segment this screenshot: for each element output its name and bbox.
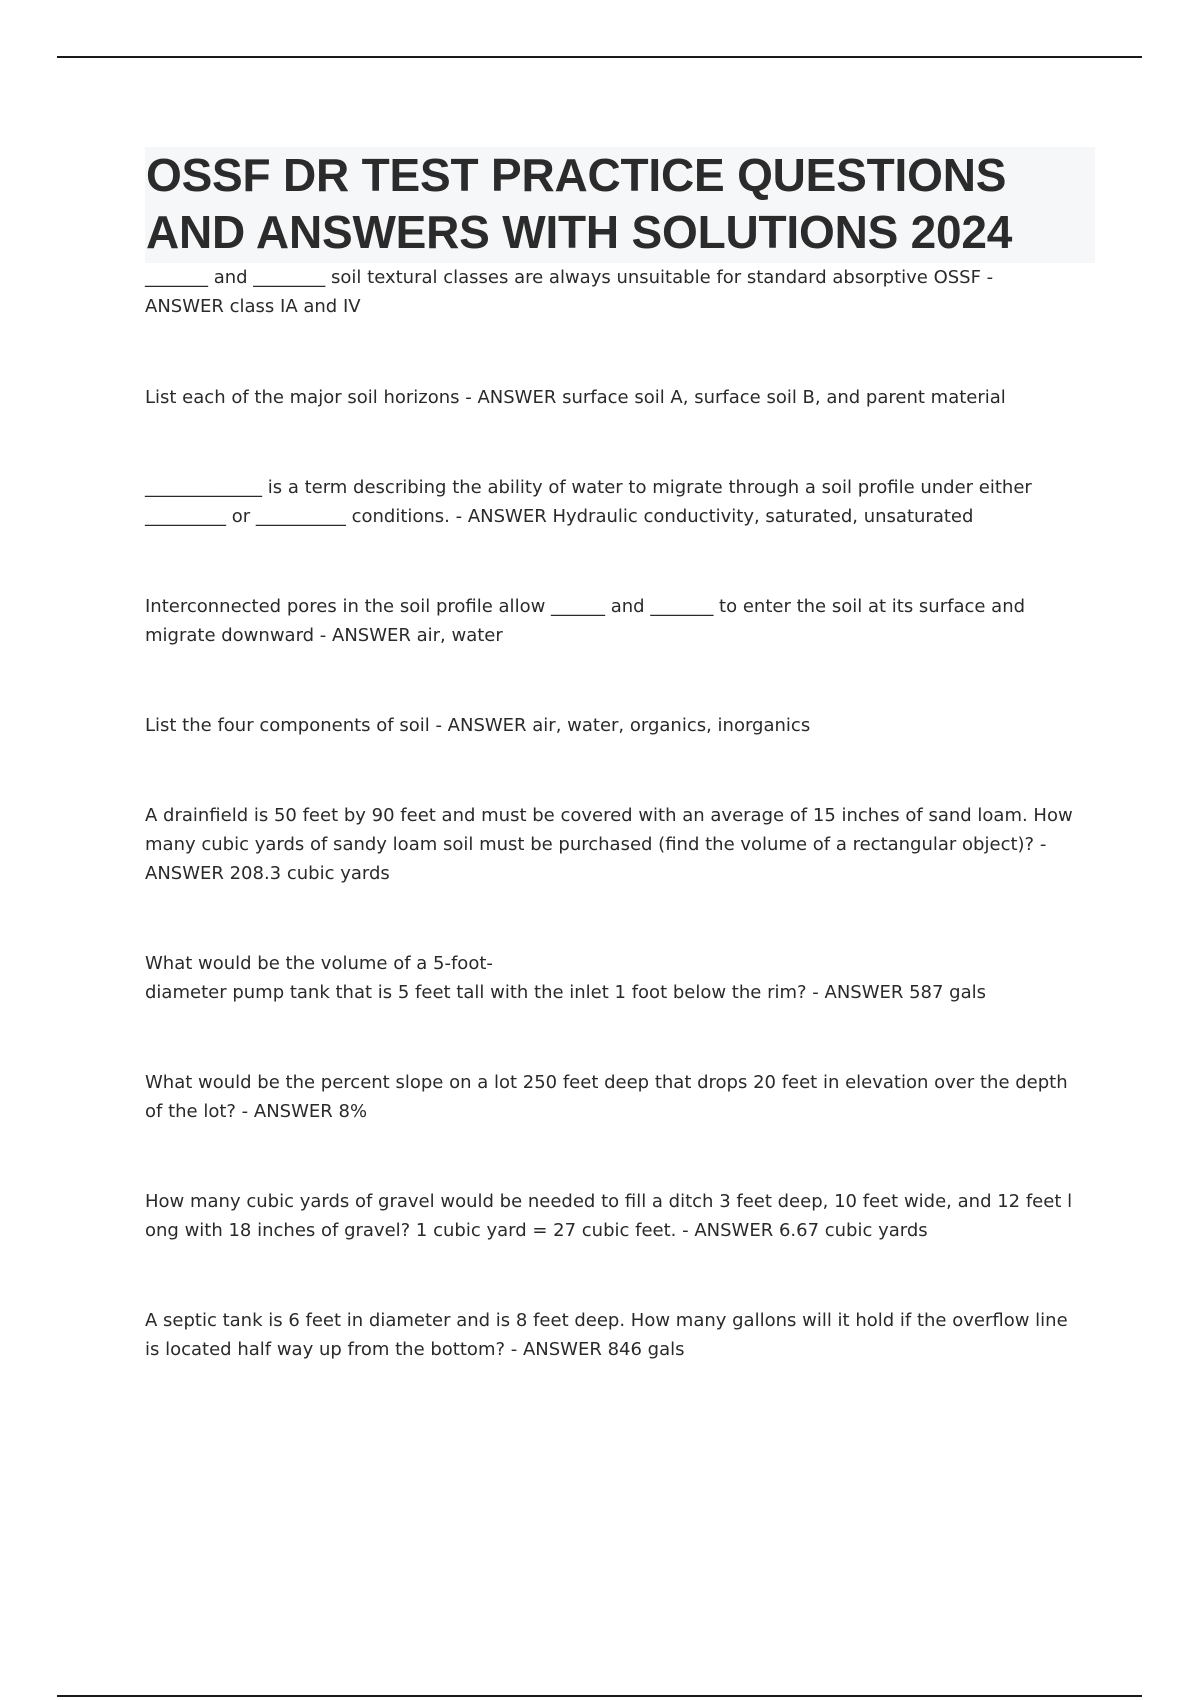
qa-item-8: What would be the percent slope on a lot 250 feet deep that drops 20 feet in elevation over the depth of the lot? - ANSWER 8% xyxy=(145,1072,1068,1122)
document-body xyxy=(145,147,1095,1364)
qa-item-5: List the four components of soil - ANSWER air, water, organics, inorganics xyxy=(145,715,811,736)
qa-item-2: List each of the major soil horizons - ANSWER surface soil A, surface soil B, and parent material xyxy=(145,387,1006,408)
title-line-2: AND ANSWERS WITH SOLUTIONS 2024 xyxy=(146,206,1013,258)
qa-item-9: How many cubic yards of gravel would be needed to fill a ditch 3 feet deep, 10 feet wide, and 12 feet l ong with 18 inches of gravel? 1 cubic yard = 27 cubic feet. - ANSWER 6.67 cubic yards xyxy=(145,1191,1073,1241)
qa-item-4: Interconnected pores in the soil profile allow ______ and _______ to enter the soil at its surface and migrate downward - ANSWER air, water xyxy=(145,596,1026,646)
bottom-divider xyxy=(57,1695,1142,1697)
document-title xyxy=(145,147,1095,263)
qa-item-7: What would be the volume of a 5-foot- diameter pump tank that is 5 feet tall with the inlet 1 foot below the rim? - ANSWER 587 gals xyxy=(145,953,987,1003)
top-divider xyxy=(57,56,1142,58)
title-line-1: OSSF DR TEST PRACTICE QUESTIONS xyxy=(146,149,1007,201)
qa-item-6: A drainfield is 50 feet by 90 feet and must be covered with an average of 15 inches of sand loam. How many cubic yards of sandy loam soil must be purchased (find the volume of a rectangular object)? - ANSWER 208.3 cubic yards xyxy=(145,805,1073,884)
qa-item-3: _____________ is a term describing the ability of water to migrate through a soil profile under either _________ or __________ conditions. - ANSWER Hydraulic conductivity, saturated, unsaturated xyxy=(145,477,1032,527)
qa-item-1: _______ and ________ soil textural classes are always unsuitable for standard absorptive OSSF - ANSWER class IA and IV xyxy=(145,267,994,317)
qa-item-10: A septic tank is 6 feet in diameter and is 8 feet deep. How many gallons will it hold if the overflow line is located half way up from the bottom? - ANSWER 846 gals xyxy=(145,1310,1068,1360)
